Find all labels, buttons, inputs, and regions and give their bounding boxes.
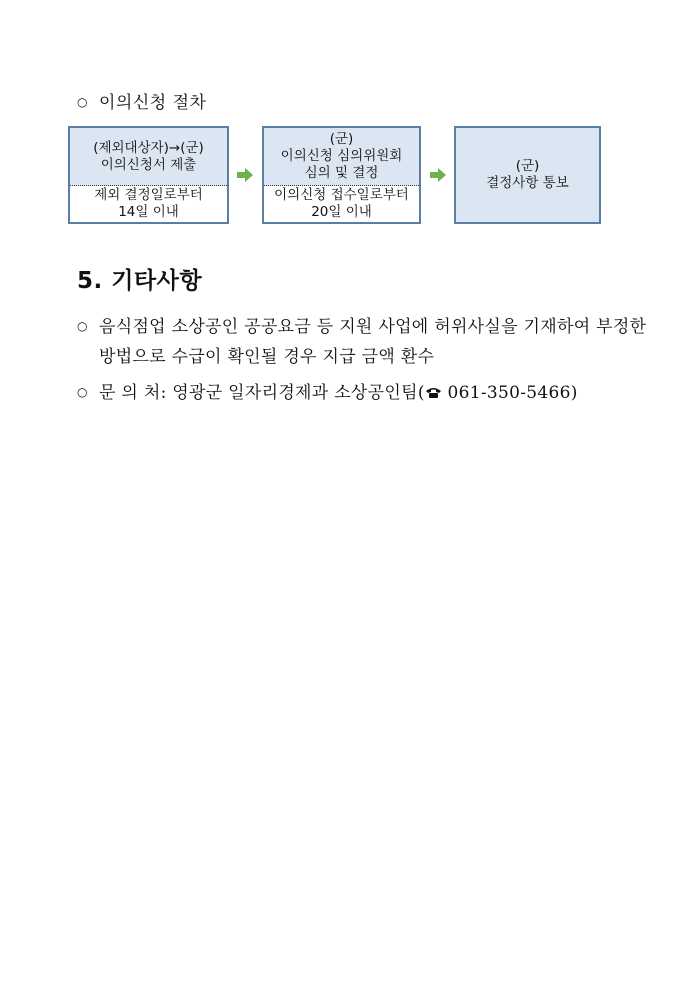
flow-text: 14일 이내	[118, 204, 179, 220]
item-text: 음식점업 소상공인 공공요금 등 지원 사업에 허위사실을 기재하여 부정한	[99, 317, 647, 337]
flow-text: 제외 결정일로부터	[94, 187, 203, 203]
bullet: ○	[77, 385, 88, 399]
flow-step-review	[262, 126, 421, 224]
flow-text: (제외대상자)→(군)	[93, 139, 204, 156]
bullet: ○	[77, 319, 88, 333]
arrow-right-icon	[237, 168, 253, 182]
procedure-title: 이의신청 절차	[99, 93, 207, 113]
arrow-right-icon	[430, 168, 446, 182]
flow-step-header	[264, 128, 419, 185]
flow-step-deadline	[264, 186, 419, 222]
flow-text: 20일 이내	[311, 204, 372, 220]
procedure-heading	[77, 88, 206, 113]
bullet: ○	[77, 95, 88, 109]
flow-text: (군)	[329, 131, 354, 147]
section-heading: 5. 기타사항	[77, 268, 203, 294]
phone-icon	[425, 386, 442, 399]
flow-step-header	[70, 128, 227, 185]
flow-text: 이의신청 심의위원회	[280, 148, 403, 164]
contact-item	[77, 377, 578, 408]
contact-phone: 061-350-5466)	[441, 383, 578, 403]
item-text-continued: 방법으로 수급이 확인될 경우 지급 금액 환수	[99, 347, 435, 367]
flow-step-deadline	[70, 186, 227, 222]
flow-text: 이의신청 접수일로부터	[274, 187, 409, 203]
flow-text: 심의 및 결정	[304, 165, 379, 181]
contact-prefix: 문 의 처: 영광군 일자리경제과 소상공인팀(	[99, 383, 425, 403]
flow-text: 결정사항 통보	[486, 175, 569, 191]
flow-text: 이의신청서 제출	[100, 156, 197, 173]
flow-text: (군)	[515, 158, 540, 174]
flow-step-notify	[454, 126, 601, 224]
flow-step-submit	[68, 126, 229, 224]
list-item	[77, 311, 646, 372]
